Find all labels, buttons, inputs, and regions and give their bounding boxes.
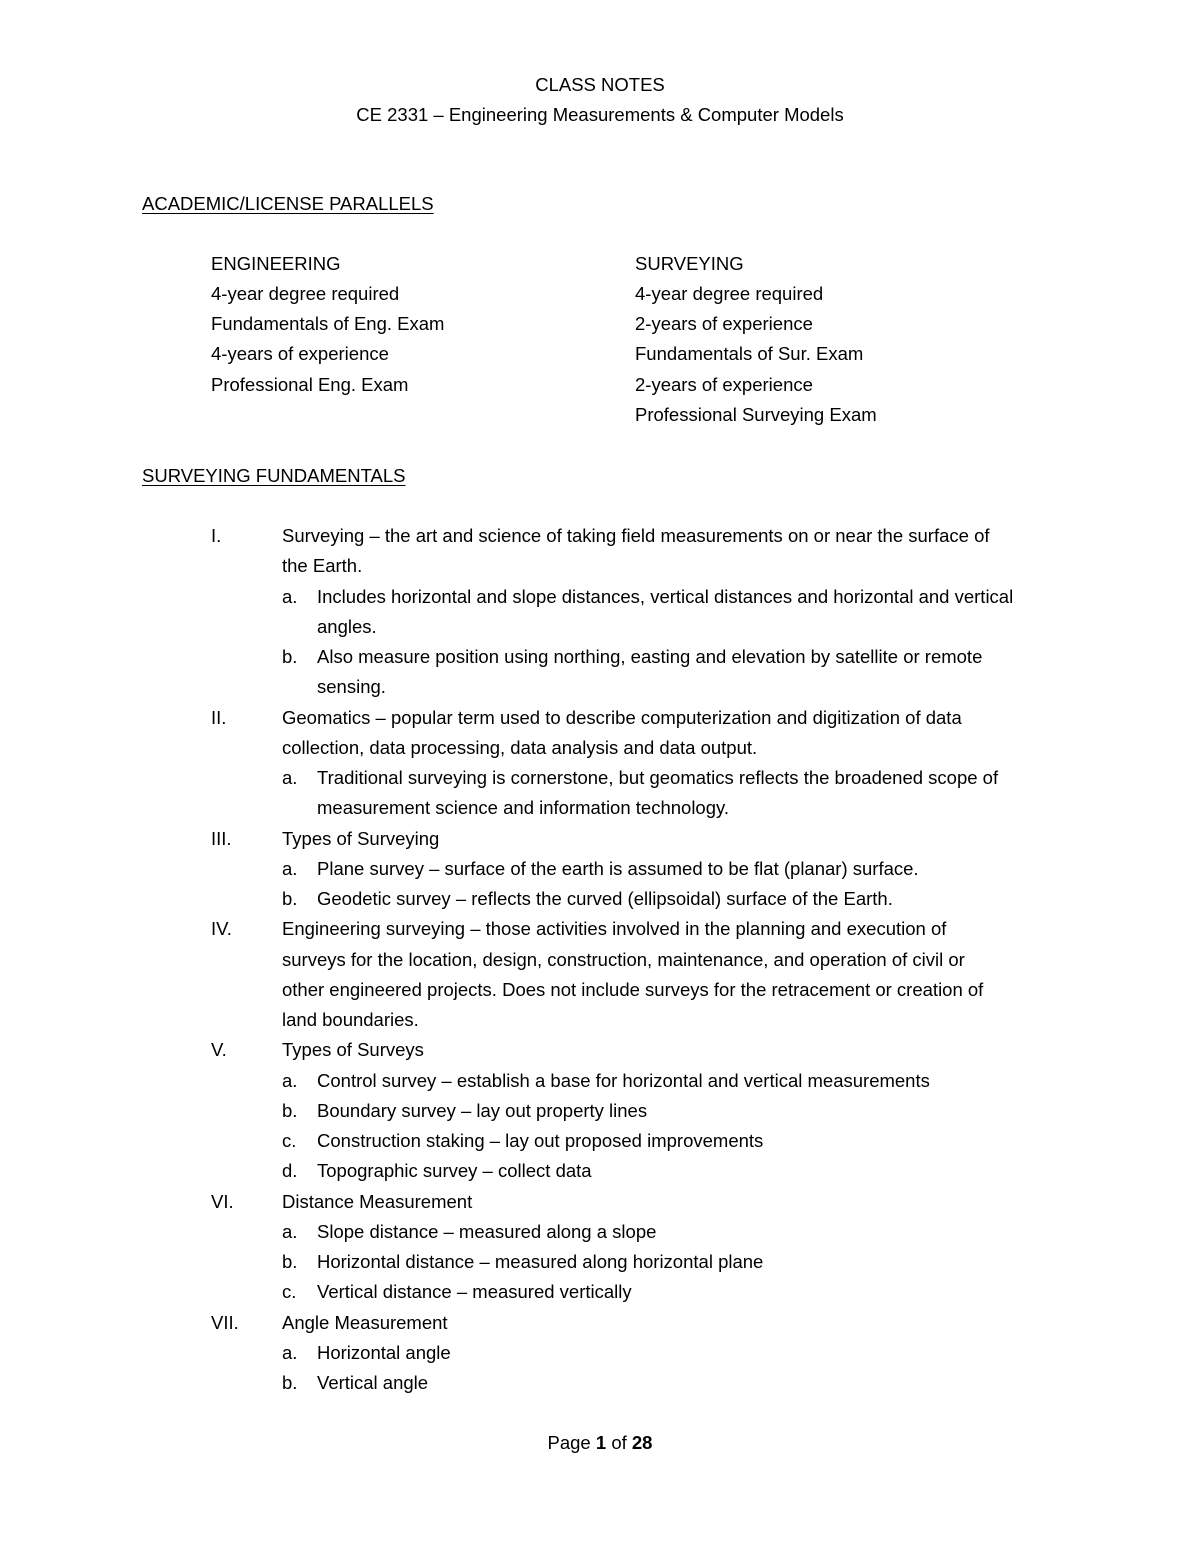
- outline-item-text: surveys for the location, design, construction, maintenance, and operation of civil or: [282, 949, 965, 970]
- outline-number: VII.: [211, 1312, 239, 1333]
- sub-item-text: Geodetic survey – reflects the curved (ellipsoidal) surface of the Earth.: [317, 888, 893, 909]
- sub-item-text: measurement science and information technology.: [317, 797, 730, 818]
- sub-item-text: Plane survey – surface of the earth is assumed to be flat (planar) surface.: [317, 858, 919, 879]
- engineering-item: Fundamentals of Eng. Exam: [211, 313, 445, 334]
- outline-item-text: other engineered projects. Does not include surveys for the retracement or creation of: [282, 979, 984, 1000]
- sub-item-text: Slope distance – measured along a slope: [317, 1221, 657, 1242]
- surveying-item: 2-years of experience: [635, 313, 813, 334]
- outline-item-text: land boundaries.: [282, 1009, 419, 1030]
- outline-number: VI.: [211, 1191, 234, 1212]
- of-label: of: [611, 1432, 627, 1453]
- sub-item-letter: a.: [282, 586, 298, 607]
- engineering-item: 4-years of experience: [211, 343, 389, 364]
- sub-item-text: Traditional surveying is cornerstone, but geomatics reflects the broadened scope of: [317, 767, 999, 788]
- total-pages: 28: [631, 1432, 653, 1453]
- sub-item-letter: a.: [282, 1342, 298, 1363]
- sub-item-letter: a.: [282, 1221, 298, 1242]
- surveying-item: 4-year degree required: [635, 283, 824, 304]
- sub-item-text: Construction staking – lay out proposed improvements: [317, 1130, 764, 1151]
- sub-item-letter: b.: [282, 888, 298, 909]
- page-label: Page: [547, 1432, 591, 1453]
- page-number: 1: [595, 1432, 607, 1453]
- sub-item-text: Vertical distance – measured vertically: [317, 1281, 632, 1302]
- outline-number: I.: [211, 525, 222, 546]
- sub-item-text: Includes horizontal and slope distances, vertical distances and horizontal and vertical: [317, 586, 1014, 607]
- sub-item-letter: c.: [282, 1281, 297, 1302]
- course-title: CE 2331 – Engineering Measurements & Computer Models: [356, 104, 844, 125]
- sub-item-text: angles.: [317, 616, 377, 637]
- sub-item-text: Topographic survey – collect data: [317, 1160, 592, 1181]
- sub-item-text: Boundary survey – lay out property lines: [317, 1100, 648, 1121]
- outline-item-text: Distance Measurement: [282, 1191, 473, 1212]
- outline-item-text: Angle Measurement: [282, 1312, 448, 1333]
- page-footer: [0, 1434, 1200, 1453]
- surveying-item: Professional Surveying Exam: [635, 404, 877, 425]
- sub-item-text: Horizontal distance – measured along horizontal plane: [317, 1251, 764, 1272]
- engineering-item: Professional Eng. Exam: [211, 374, 409, 395]
- sub-item-letter: b.: [282, 1100, 298, 1121]
- engineering-heading: ENGINEERING: [211, 253, 341, 274]
- outline-item-text: Engineering surveying – those activities involved in the planning and execution of: [282, 918, 947, 939]
- outline-item-text: Types of Surveying: [282, 828, 440, 849]
- sub-item-text: Vertical angle: [317, 1372, 429, 1393]
- sub-item-letter: d.: [282, 1160, 298, 1181]
- sub-item-text: Horizontal angle: [317, 1342, 451, 1363]
- sub-item-letter: a.: [282, 858, 298, 879]
- outline-item-text: Types of Surveys: [282, 1039, 424, 1060]
- document-title: CLASS NOTES: [535, 74, 665, 95]
- sub-item-letter: a.: [282, 767, 298, 788]
- outline-number: II.: [211, 707, 227, 728]
- sub-item-letter: b.: [282, 1251, 298, 1272]
- outline-number: III.: [211, 828, 232, 849]
- sub-item-letter: a.: [282, 1070, 298, 1091]
- outline-item-text: collection, data processing, data analysis and data output.: [282, 737, 758, 758]
- outline-number: V.: [211, 1039, 227, 1060]
- sub-item-letter: b.: [282, 646, 298, 667]
- sub-item-letter: b.: [282, 1372, 298, 1393]
- sub-item-text: Also measure position using northing, easting and elevation by satellite or remote: [317, 646, 983, 667]
- surveying-item: Fundamentals of Sur. Exam: [635, 343, 864, 364]
- surveying-heading: SURVEYING: [635, 253, 744, 274]
- surveying-item: 2-years of experience: [635, 374, 813, 395]
- sub-item-text: Control survey – establish a base for horizontal and vertical measurements: [317, 1070, 930, 1091]
- parallels-heading: ACADEMIC/LICENSE PARALLELS: [142, 193, 434, 214]
- outline-item-text: Geomatics – popular term used to describe computerization and digitization of data: [282, 707, 962, 728]
- sub-item-text: sensing.: [317, 676, 386, 697]
- sub-item-letter: c.: [282, 1130, 297, 1151]
- outline-number: IV.: [211, 918, 232, 939]
- engineering-item: 4-year degree required: [211, 283, 400, 304]
- fundamentals-heading: SURVEYING FUNDAMENTALS: [142, 465, 406, 486]
- outline-item-text: the Earth.: [282, 555, 363, 576]
- outline-item-text: Surveying – the art and science of taking field measurements on or near the surface of: [282, 525, 990, 546]
